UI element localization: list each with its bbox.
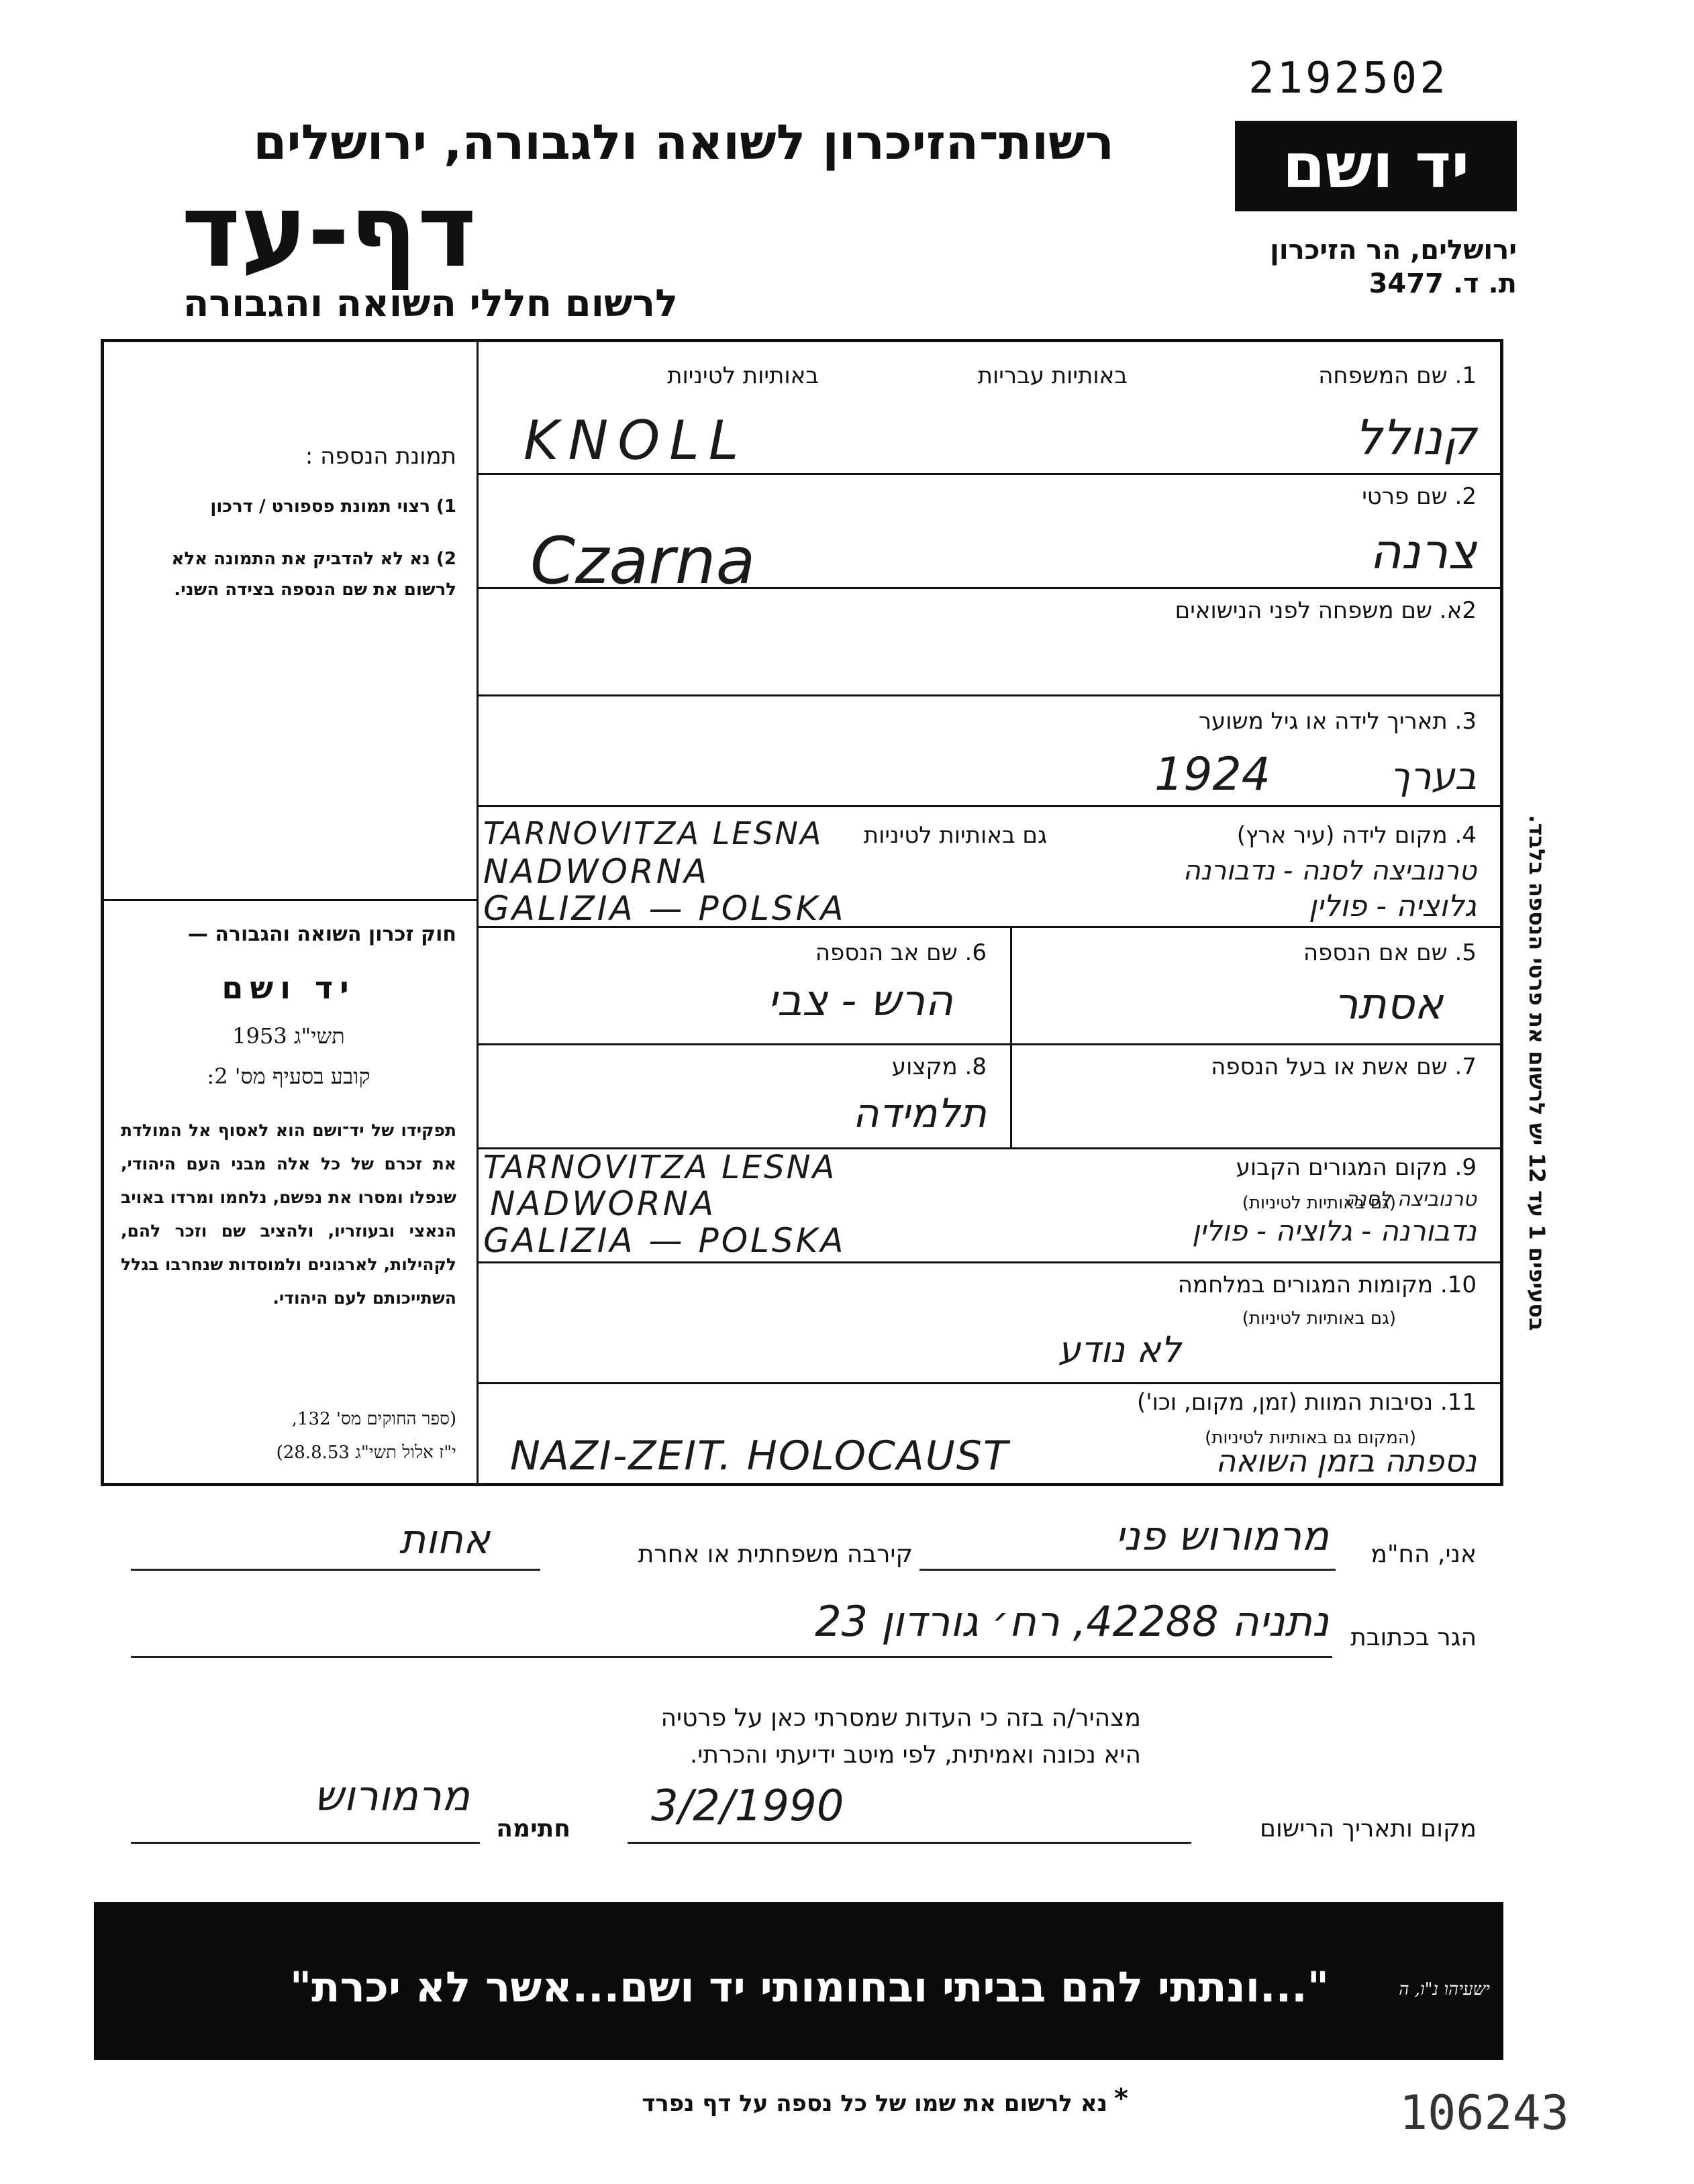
declaration-relation-line bbox=[131, 1569, 540, 1571]
footer-note: נא לרשום את שמו של כל נספה על דף נפרד bbox=[642, 2090, 1107, 2117]
declaration-i-label: אני, הח"מ bbox=[1371, 1541, 1477, 1568]
declaration-relation-value[interactable]: אחות bbox=[399, 1516, 490, 1563]
field-8-label: 8. מקצוע bbox=[891, 1053, 987, 1080]
law-name: יד ושם bbox=[221, 970, 356, 1006]
side-note bbox=[1510, 725, 1564, 1449]
field-11-label: 11. נסיבות המוות (זמן, מקום, וכו') bbox=[1136, 1389, 1477, 1416]
field-9-latin-line-3[interactable]: GALIZIA — POLSKA bbox=[483, 1221, 846, 1260]
address-line-2: ת. ד. 3477 bbox=[1368, 268, 1517, 299]
law-citation-1: (ספר החוקים מס' 132, bbox=[291, 1409, 456, 1429]
field-6-label: 6. שם אב הנספה bbox=[815, 939, 987, 966]
field-2-label: 2. שם פרטי bbox=[1362, 483, 1477, 510]
field-1-latin-col: באותיות לטיניות bbox=[667, 362, 819, 389]
field-10-label: 10. מקומות המגורים במלחמה bbox=[1177, 1271, 1477, 1298]
row-divider-10 bbox=[478, 1382, 1503, 1384]
field-1-latin-value[interactable]: KNOLL bbox=[524, 409, 748, 472]
logo-text: יד ושם bbox=[1282, 130, 1470, 202]
law-citation-2: י"ז אלול תשי"ג 28.8.53) bbox=[276, 1443, 456, 1463]
photo-panel-title: תמונת הנספה : bbox=[305, 443, 456, 470]
field-10-note: (גם באותיות לטיניות) bbox=[1242, 1308, 1396, 1329]
law-clause: קובע בסעיף מס' 2: bbox=[207, 1063, 370, 1089]
footer-bullet: * bbox=[1114, 2083, 1128, 2114]
field-11-hebrew-value[interactable]: נספתה בזמן השואה bbox=[1215, 1443, 1477, 1479]
field-9-label: 9. מקום המגורים הקבוע bbox=[1236, 1154, 1477, 1181]
field-3-note[interactable]: בערך bbox=[1389, 755, 1477, 798]
field-9-hebrew-line-2[interactable]: נדבורנה - גלוציה - פולין bbox=[1192, 1214, 1477, 1247]
field-2-hebrew-value[interactable]: צרנה bbox=[1369, 523, 1477, 580]
side-note-text: בסעיפים 1 עד 12 יש לרשום את פרטי הנספה בלבד. bbox=[1524, 815, 1550, 1331]
signature-line bbox=[131, 1842, 480, 1844]
left-column-divider bbox=[477, 339, 479, 1486]
law-body: תפקידו של יד־ושם הוא לאסוף אל המולדת את זכרם של כל אלה מבני העם היהודי, שנפלו ומסרו את נפשם, נלחמו ומרדו באויב הנאצי ובעוזריו, ולהציב שם וזכר להם, לקהילות, לארגונים ולמוסדות שנחרבו בגלל השתייכותם לעם היהודי. bbox=[121, 1121, 456, 1308]
law-year: תשי"ג 1953 bbox=[232, 1023, 345, 1049]
field-11-latin-value[interactable]: NAZI-ZEIT. HOLOCAUST bbox=[510, 1433, 1009, 1479]
serial-number-top: 2192502 bbox=[1248, 54, 1448, 103]
declaration-name-line bbox=[919, 1569, 1336, 1571]
col-divider-5-6 bbox=[1010, 926, 1012, 1147]
row-divider-9 bbox=[478, 1261, 1503, 1263]
photo-panel-item-2: 2) נא לא להדביק את התמונה אלא לרשום את שם הנספה בצידה השני. bbox=[171, 549, 456, 600]
field-2-latin-value[interactable]: Czarna bbox=[530, 523, 756, 599]
field-9-note: (גם באותיות לטיניות) bbox=[1242, 1193, 1396, 1213]
address-line-1: ירושלים, הר הזיכרון bbox=[1270, 235, 1517, 266]
place-date-label: מקום ותאריך הרישום bbox=[1260, 1815, 1477, 1842]
declaration-relation-label: קירבה משפחתית או אחרת bbox=[638, 1541, 913, 1568]
declaration-statement-2: היא נכונה ואמיתית, לפי מיטב ידיעתי והכרתי. bbox=[689, 1741, 1141, 1769]
form-title: דף-עד bbox=[181, 173, 477, 290]
banner-quote: "...ונתתי להם בביתי ובחומותי יד ושם...אשר לא יכרת" bbox=[289, 1963, 1329, 2012]
field-9-latin-line-1[interactable]: TARNOVITZA LESNA bbox=[483, 1149, 837, 1186]
signature-label: חתימה bbox=[496, 1815, 570, 1842]
field-4-latin-line-2[interactable]: NADWORNA bbox=[483, 852, 710, 891]
field-7-label: 7. שם אשת או בעל הנספה bbox=[1211, 1053, 1477, 1080]
field-1-hebrew-col: באותיות עבריות bbox=[977, 362, 1128, 389]
left-panel-divider bbox=[101, 899, 478, 901]
field-9-latin-line-2[interactable]: NADWORNA bbox=[490, 1184, 717, 1223]
field-3-label: 3. תאריך לידה או גיל משוער bbox=[1198, 708, 1477, 735]
field-1-hebrew-value[interactable]: קנולל bbox=[1354, 409, 1477, 466]
row-divider-3 bbox=[478, 805, 1503, 807]
quote-banner bbox=[94, 1902, 1503, 2060]
row-divider-5 bbox=[478, 1043, 1503, 1045]
field-5-label: 5. שם אם הנספה bbox=[1303, 939, 1477, 966]
field-9-hebrew-line-1[interactable]: טרנוביצה לסנה bbox=[1345, 1188, 1477, 1211]
row-divider-1 bbox=[478, 473, 1503, 475]
field-4-hebrew-line-1[interactable]: טרנוביצה לסנה - נדבורנה bbox=[1183, 855, 1477, 886]
field-8-value[interactable]: תלמידה bbox=[852, 1090, 987, 1137]
photo-panel-item-1: 1) רצוי תמונת פספורט / דרכון bbox=[210, 497, 456, 517]
field-4-latin-line-3[interactable]: GALIZIA — POLSKA bbox=[483, 889, 846, 928]
yad-vashem-logo bbox=[1235, 121, 1517, 211]
field-4-latin-line-1[interactable]: TARNOVITZA LESNA bbox=[483, 815, 824, 851]
place-date-line bbox=[628, 1842, 1191, 1844]
signature-value[interactable]: מרמורוש bbox=[314, 1771, 470, 1820]
field-2a-label: 2א. שם משפחה לפני הנישואים bbox=[1175, 597, 1477, 624]
declaration-address-label: הגר בכתובת bbox=[1350, 1624, 1477, 1651]
banner-source: ישעיהו נ"ו, ה bbox=[1399, 1979, 1490, 1999]
field-11-note: (המקום גם באותיות לטיניות) bbox=[1205, 1428, 1416, 1448]
field-5-value[interactable]: אסתר bbox=[1334, 980, 1443, 1029]
law-heading: חוק זכרון השואה והגבורה — bbox=[187, 923, 456, 946]
form-subtitle: לרשום חללי השואה והגבורה bbox=[183, 282, 678, 325]
field-4-latin-note: גם באותיות לטיניות bbox=[863, 822, 1047, 849]
row-divider-2a bbox=[478, 694, 1503, 696]
declaration-statement-1: מצהיר/ה בזה כי העדות שמסרתי כאן על פרטיה bbox=[660, 1704, 1141, 1732]
authority-title: רשות־הזיכרון לשואה ולגבורה, ירושלים bbox=[253, 114, 1114, 170]
declaration-i-value[interactable]: מרמורוש פני bbox=[1115, 1513, 1329, 1560]
footer-number: 106243 bbox=[1399, 2085, 1569, 2140]
field-4-label: 4. מקום לידה (עיר ארץ) bbox=[1236, 822, 1477, 849]
field-10-value[interactable]: לא נודע bbox=[1058, 1329, 1181, 1371]
place-date-value[interactable]: 3/2/1990 bbox=[651, 1781, 844, 1831]
field-6-value[interactable]: הרש - צבי bbox=[767, 976, 953, 1026]
field-4-hebrew-line-2[interactable]: גלוציה - פולין bbox=[1309, 889, 1477, 923]
field-1-label: 1. שם המשפחה bbox=[1318, 362, 1477, 389]
field-3-value[interactable]: 1924 bbox=[1154, 748, 1271, 801]
declaration-address-line bbox=[131, 1656, 1332, 1658]
declaration-address-value[interactable]: נתניה 42288, רח׳ גורדון 23 bbox=[815, 1597, 1329, 1646]
